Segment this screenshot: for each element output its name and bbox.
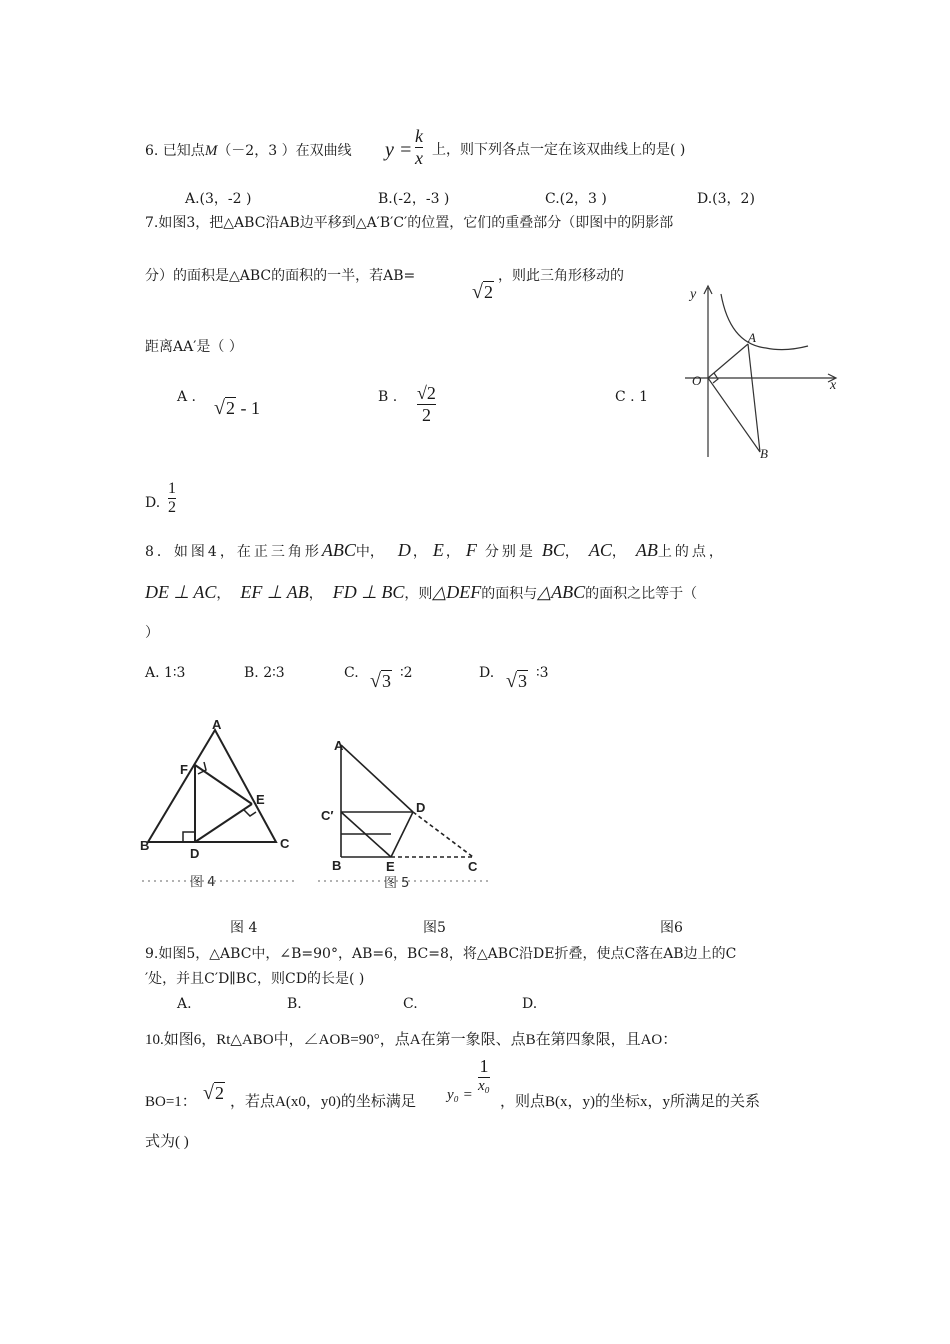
segment-ed (391, 812, 413, 857)
q6-fraction (415, 126, 423, 169)
q7-option-b-fraction (417, 383, 436, 426)
segment-ob (708, 378, 760, 452)
q8-f: F (465, 540, 477, 560)
fig4-label-c: C (280, 836, 290, 851)
right-angle-e (244, 810, 256, 816)
q7-option-d-fraction (168, 480, 176, 517)
segment-de (195, 804, 252, 842)
q10-line2a: BO=1： (145, 1094, 197, 1110)
q6-option-d: D.(3，2) (697, 191, 755, 207)
triangle-abc (148, 730, 276, 842)
q7-sqrt-2: √2 (472, 281, 493, 303)
hyperbola-curve (721, 294, 808, 350)
q10-y0: y₀ = (447, 1087, 473, 1103)
q7-option-c: C . 1 (615, 389, 648, 405)
fig5-label-b: B (332, 858, 342, 873)
fig4-label-e: E (256, 792, 265, 807)
q6-stem (145, 142, 352, 160)
coordinate-figure (680, 282, 845, 462)
q8-d: D (397, 540, 411, 560)
label-x: x (830, 378, 837, 393)
caption-fig4: 图 4 (230, 920, 258, 936)
segment-ad (341, 745, 413, 812)
q9-option-b: B. (287, 996, 302, 1012)
fig5-label-a: A (334, 738, 344, 753)
figure-5 (318, 730, 490, 888)
q7-line2a: 分）的面积是△ABC的面积的一半，若AB= (145, 268, 416, 284)
q6-option-c: C.(2，3 ) (545, 191, 607, 207)
q7-option-d-den: 2 (168, 499, 176, 516)
q8-option-d-rest: ∶3 (536, 665, 549, 681)
q7-line3: 距离AA′是（ ） (145, 339, 243, 355)
label-y: y (690, 287, 697, 302)
q8-ab: AB (635, 540, 658, 560)
q9-line1: 9.如图5，△ABC中，∠B=90°，AB=6，BC=8，将△ABC沿DE折叠，使点C落在AB边上的C (145, 946, 737, 962)
q10-line1: 10.如图6，Rt△ABO中，∠AOB=90°，点A在第一象限、点B在第四象限，且AO： (145, 1032, 678, 1048)
q6-coords: （－2，3 ）在双曲线 (217, 143, 352, 159)
q10-line3: 式为( ) (145, 1134, 189, 1150)
q8-cond2: EF ⊥ AB (240, 582, 309, 602)
label-o: O (692, 373, 702, 388)
dashed-dc (413, 812, 473, 857)
q10-line2c: ，则点B(x，y)的坐标x，y所满足的关系 (500, 1094, 760, 1110)
q7-option-a-value: √2 - 1 (214, 397, 260, 419)
q7-option-b-den: 2 (421, 405, 431, 425)
q7-line1: 7.如图3，把△ABC沿AB边平移到△A′B′C′的位置，它们的重叠部分（即图中的阴影部 (145, 215, 674, 231)
q9-option-c: C. (403, 996, 418, 1012)
q9-option-a: A. (177, 996, 192, 1012)
q8-ac: AC (588, 540, 612, 560)
q7-sqrt-2-value: 2 (483, 282, 493, 302)
caption-fig6: 图6 (660, 920, 683, 936)
q7-option-d-num: 1 (168, 480, 176, 497)
q6-y-eq: y = (385, 139, 413, 161)
q7-option-b-num: √2 (417, 383, 436, 403)
q7-option-a-label: A . (177, 389, 197, 405)
q8-option-b: B. 2∶3 (244, 665, 285, 681)
label-b: B (760, 446, 768, 461)
q9-line2: ′处，并且C′D∥BC，则CD的长是( ) (145, 971, 365, 987)
q8-option-c-label: C. (344, 665, 359, 681)
q8-def-triangle: △DEF (432, 582, 482, 602)
q6-stem-b: 上，则下列各点一定在该双曲线上的是( ) (432, 142, 686, 158)
q7-option-d-label: D. (145, 495, 161, 511)
q10-fraction (478, 1056, 490, 1095)
right-angle-d (183, 832, 195, 842)
segment-ab (748, 344, 760, 452)
q7-option-b-label: B . (378, 389, 398, 405)
q10-line2b: ，若点A(x0，y0)的坐标满足 (230, 1094, 416, 1110)
q6-option-b: B.(-2，-3 ) (378, 191, 450, 207)
q8-line2: DE ⊥ AC ， EF ⊥ AB ， FD ⊥ BC ，则 △DEF 的面积与 △ABC 的面积之比等于（ (145, 582, 698, 602)
q9-option-d: D. (522, 996, 538, 1012)
q8-abc-triangle: △ABC (537, 582, 586, 602)
fig5-inner-caption: 图 5 (384, 876, 410, 888)
q8-option-d-label: D. (479, 665, 495, 681)
fig4-label-b: B (140, 838, 150, 853)
q6-option-a: A.(3，-2 ) (185, 191, 252, 207)
q8-cond3: FD ⊥ BC (332, 582, 405, 602)
fig4-label-d: D (190, 846, 200, 861)
q8-abc: ABC (321, 540, 356, 560)
q8-option-c-rest: ∶2 (400, 665, 413, 681)
label-a: A (748, 330, 756, 345)
q7-line2b: ，则此三角形移动的 (498, 268, 624, 284)
q8-bc: BC (541, 540, 565, 560)
q6-point-m: M (204, 143, 218, 159)
fig4-label-f: F (180, 762, 188, 777)
q6-frac-num: k (415, 126, 423, 146)
q8-e: E (432, 540, 444, 560)
caption-fig5: 图5 (423, 920, 446, 936)
segment-oa (708, 344, 748, 378)
q10-frac-den: x₀ (478, 1078, 490, 1094)
fig5-label-d: D (416, 800, 426, 815)
q6-stem-a: 6. 已知点 (145, 143, 205, 159)
fig4-inner-caption: 图 4 (190, 875, 216, 888)
q10-sqrt-2: √2 (203, 1082, 224, 1104)
fig5-label-c-prime: C′ (321, 808, 334, 823)
q8-option-c-sqrt: √3 (370, 670, 391, 692)
q8-close-paren: ） (145, 625, 159, 641)
q10-frac-num: 1 (479, 1056, 489, 1076)
fig4-label-a: A (212, 718, 222, 732)
fig5-label-e: E (386, 859, 395, 874)
fig5-label-c: C (468, 859, 478, 874)
q8-cond1: DE ⊥ AC (145, 582, 217, 602)
q8-line1: 8．如图4，在正三角形 ABC 中， D ， E ， F 分别是 BC ， AC ， AB 上的点， (145, 540, 726, 560)
q8-option-d-sqrt: √3 (506, 670, 527, 692)
q6-frac-den: x (415, 148, 423, 168)
figure-4 (140, 718, 300, 888)
q8-option-a: A. 1∶3 (145, 665, 186, 681)
